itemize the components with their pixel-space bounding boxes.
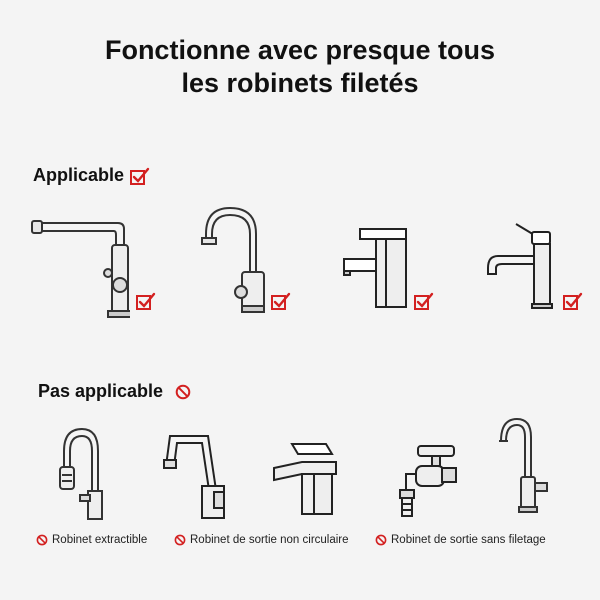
not-applicable-section-label [38,381,191,402]
caption-non-circular [174,534,349,546]
prohibited-icon [36,534,48,546]
faucet-not-applicable-2-icon [160,430,230,522]
check-icon-2 [271,292,291,310]
faucet-not-applicable-5-icon [495,415,555,515]
check-icon-3 [414,292,434,310]
caption-text: Robinet de sortie non circulaire [190,534,349,546]
check-icon-1 [136,292,156,310]
faucet-applicable-3-icon [340,225,412,311]
applicable-label-text: Applicable [33,165,125,185]
prohibited-icon [375,534,387,546]
caption-text: Robinet de sortie sans filetage [391,534,546,546]
page-title [0,34,600,100]
applicable-section-label [33,165,150,186]
faucet-applicable-4-icon [484,222,560,310]
caption-no-thread [375,534,546,546]
checkbox-check-icon [130,167,150,185]
faucet-not-applicable-1-icon [50,425,110,525]
prohibited-icon [174,534,186,546]
faucet-not-applicable-3-icon [272,440,344,518]
not-applicable-label-text: Pas applicable [38,381,164,401]
caption-pull-out [36,534,147,546]
caption-text: Robinet extractible [52,534,148,546]
faucet-not-applicable-4-icon [398,440,460,520]
faucet-applicable-1-icon [30,215,130,320]
prohibited-icon [175,384,191,400]
check-icon-4 [563,292,583,310]
title-line-2: les robinets filetés [181,68,419,98]
faucet-applicable-2-icon [198,204,268,316]
title-line-1: Fonctionne avec presque tous [104,35,496,65]
